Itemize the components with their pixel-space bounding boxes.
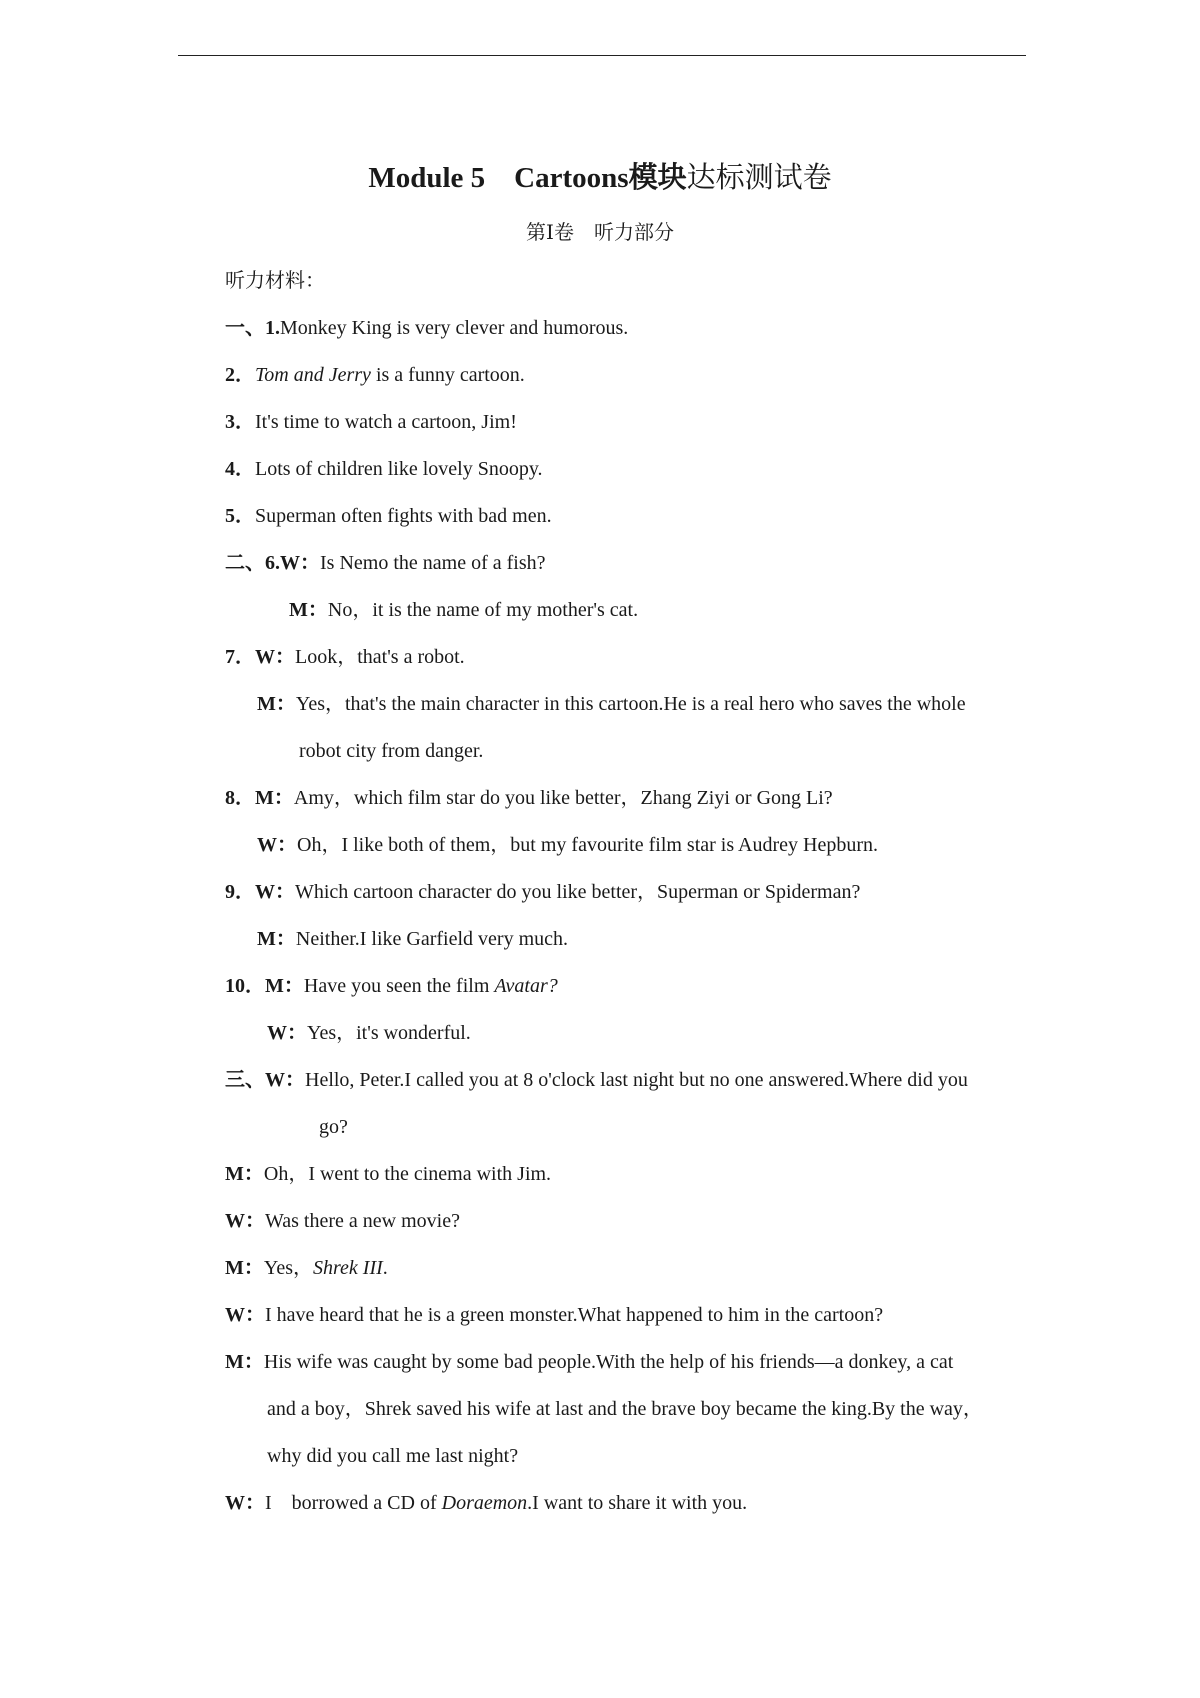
dialogue-text: Yes，: [263, 1257, 313, 1279]
speaker: M：: [225, 1351, 264, 1373]
item-text: Superman often fights with bad men.: [255, 505, 552, 527]
part3-line-6: [225, 1347, 953, 1377]
materials-label: 听力材料：: [225, 270, 325, 292]
dialogue-text: .: [382, 1257, 388, 1279]
part1-item-3: [225, 407, 517, 437]
part3-line-7: [225, 1488, 747, 1518]
part1-item-2: [225, 360, 525, 390]
item-number: 3．: [225, 411, 255, 433]
part3-line-6-cont-1: and a boy，Shrek saved his wife at last and the brave boy became the king.By the way，: [267, 1398, 983, 1420]
dialogue-text: Is Nemo the name of a fish?: [320, 552, 546, 574]
part3-line-1: [225, 1065, 968, 1095]
q10-line-1: [225, 971, 558, 1001]
item-text: Lots of children like lovely Snoopy.: [255, 458, 543, 480]
speaker: W：: [265, 1069, 305, 1091]
speaker: M：: [255, 787, 294, 809]
dialogue-text: Which cartoon character do you like better，Superman or Spiderman?: [295, 881, 861, 903]
dialogue-text: Yes，it's wonderful.: [307, 1022, 471, 1044]
part1-item-5: [225, 501, 552, 531]
part1-marker: 一、: [225, 317, 265, 339]
dialogue-text: Look，that's a robot.: [295, 646, 465, 668]
speaker: W：: [225, 1492, 265, 1514]
part3-line-2: [225, 1159, 551, 1189]
film-title: Avatar?: [494, 975, 558, 997]
speaker: W：: [255, 646, 295, 668]
dialogue-text: Amy，which film star do you like better，Zhang Ziyi or Gong Li?: [293, 787, 833, 809]
speaker: M：: [225, 1257, 264, 1279]
page-title: [0, 158, 1200, 198]
speaker: W：: [225, 1304, 265, 1326]
part3-line-5: [225, 1300, 883, 1330]
part3-line-3: [225, 1206, 460, 1236]
part2-marker: 二、: [225, 552, 265, 574]
dialogue-text: .I want to share it with you.: [527, 1492, 748, 1514]
item-number: 9．: [225, 881, 255, 903]
speaker: W：: [280, 552, 320, 574]
item-text: It's time to watch a cartoon, Jim!: [255, 411, 517, 433]
part1-item-4: [225, 454, 543, 484]
q10-line-2: [267, 1018, 471, 1048]
speaker: W：: [257, 834, 297, 856]
item-text: Monkey King is very clever and humorous.: [280, 317, 629, 339]
q6-line-1: [225, 548, 545, 578]
q6-line-2: [289, 595, 638, 625]
part3-line-6-cont-2: why did you call me last night?: [267, 1445, 519, 1467]
part3-line-4: [225, 1253, 388, 1283]
cartoon-title: Tom and Jerry: [255, 364, 371, 386]
dialogue-text: Oh，I went to the cinema with Jim.: [263, 1163, 552, 1185]
film-title: Doraemon: [441, 1492, 528, 1514]
item-number: 2．: [225, 364, 255, 386]
dialogue-text: Yes，that's the main character in this cartoon.He is a real hero who saves the whole: [295, 693, 966, 715]
speaker: M：: [265, 975, 304, 997]
q7-line-1: [225, 642, 465, 672]
section-subtitle: 第Ⅰ卷 听力部分: [526, 222, 674, 244]
item-number: 8．: [225, 787, 255, 809]
speaker: M：: [257, 693, 296, 715]
item-number: 10．: [225, 975, 265, 997]
dialogue-text: No，it is the name of my mother's cat.: [327, 599, 639, 621]
q7-line-3: robot city from danger.: [299, 740, 484, 762]
speaker: W：: [225, 1210, 265, 1232]
speaker: W：: [255, 881, 295, 903]
q9-line-1: [225, 877, 860, 907]
film-title: Shrek III: [313, 1257, 383, 1279]
title-english: Module 5 Cartoons: [368, 162, 629, 194]
item-text: is a funny cartoon.: [370, 364, 525, 386]
title-chinese: 达标测试卷: [686, 162, 832, 194]
item-number: 5．: [225, 505, 255, 527]
item-number: 4．: [225, 458, 255, 480]
dialogue-text: Neither.I like Garfield very much.: [295, 928, 569, 950]
q8-line-2: [257, 830, 878, 860]
item-number: 1.: [265, 317, 280, 339]
dialogue-text: I have heard that he is a green monster.What happened to him in the cartoon?: [265, 1304, 884, 1326]
part3-marker: 三、: [225, 1069, 265, 1091]
part1-item-1: [225, 313, 628, 343]
part3-line-1-cont: go?: [319, 1116, 348, 1138]
dialogue-text: His wife was caught by some bad people.With the help of his friends—a donkey, a cat: [263, 1351, 954, 1373]
speaker: M：: [289, 599, 328, 621]
top-rule: [178, 55, 1026, 56]
item-number: 6.: [265, 552, 280, 574]
title-chinese-bold: 模块: [628, 162, 687, 194]
dialogue-text: Was there a new movie?: [265, 1210, 460, 1232]
q8-line-1: [225, 783, 833, 813]
q9-line-2: [257, 924, 568, 954]
dialogue-text: I borrowed a CD of: [265, 1492, 442, 1514]
dialogue-text: Hello, Peter.I called you at 8 o'clock last night but no one answered.Where did you: [305, 1069, 968, 1091]
dialogue-text: Oh，I like both of them，but my favourite film star is Audrey Hepburn.: [297, 834, 879, 856]
speaker: M：: [225, 1163, 264, 1185]
item-number: 7．: [225, 646, 255, 668]
q7-line-2: [257, 689, 966, 719]
speaker: M：: [257, 928, 296, 950]
dialogue-text: Have you seen the film: [303, 975, 495, 997]
speaker: W：: [267, 1022, 307, 1044]
